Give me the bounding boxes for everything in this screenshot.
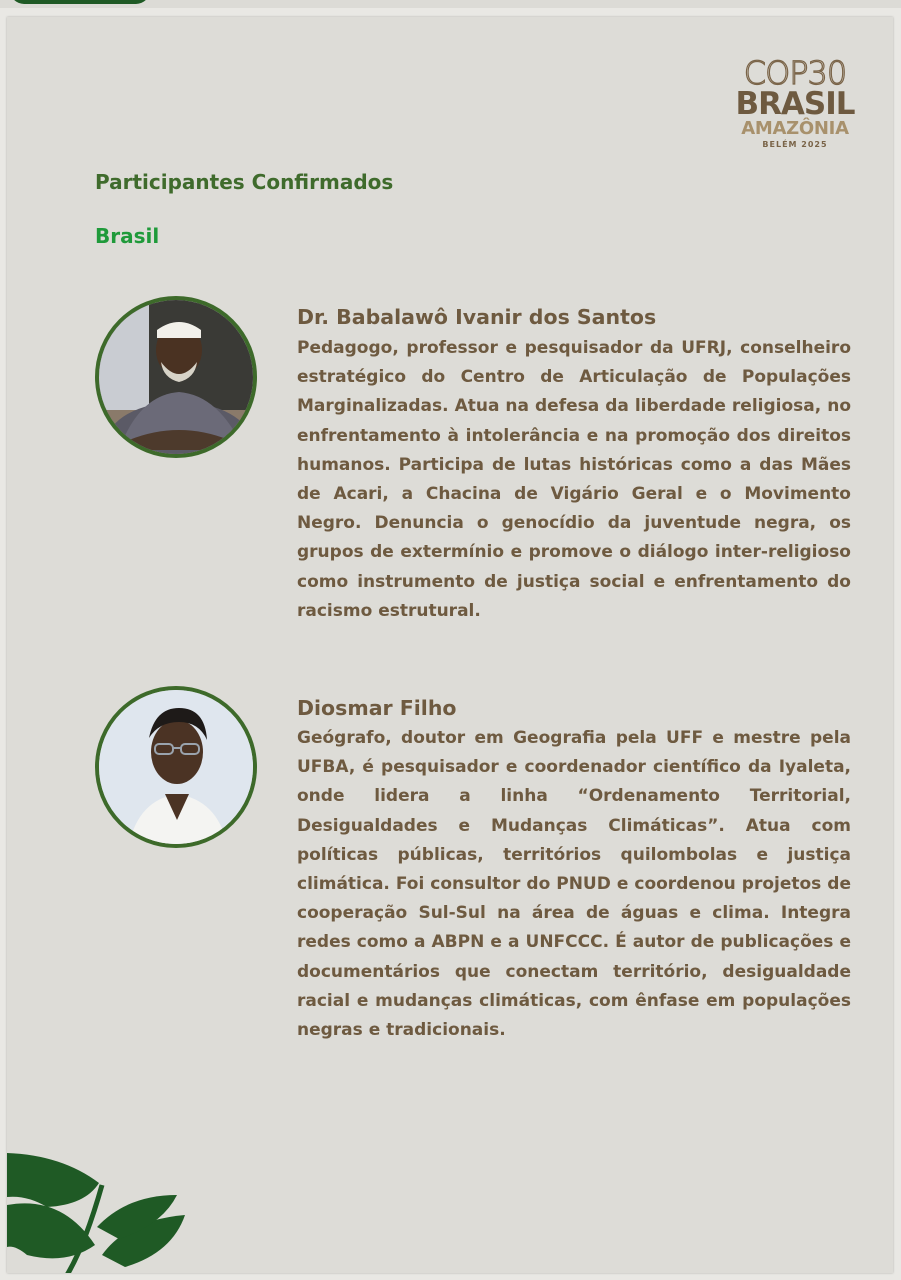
logo-line-belem: BELÉM 2025 (762, 140, 828, 149)
country-subheading: Brasil (95, 224, 160, 248)
logo-line-cop30: COP30 (743, 54, 847, 92)
leaf-tip-decoration (10, 0, 150, 4)
section-heading: Participantes Confirmados (95, 170, 394, 194)
participant-2-avatar (95, 686, 257, 848)
portrait-photo-icon (99, 690, 253, 844)
cop30-logo (725, 54, 865, 151)
logo-line-amazonia: AMAZÔNIA (741, 118, 849, 139)
leaf-decoration-icon (7, 1135, 197, 1273)
participant-1-avatar (95, 296, 257, 458)
previous-page-edge (0, 0, 901, 8)
portrait-photo-icon (99, 300, 253, 454)
participant-2-bio: Geógrafo, doutor em Geografia pela UFF e mestre pela UFBA, é pesquisador e coordenador científico da Iyaleta, onde lidera a linha “Ordenamento Territorial, Desigualdades e Mudanças Climáticas”. Atua com políticas públicas, territórios quilombolas e justiça climática. Foi consultor do PNUD e coordenou projetos de cooperação Sul-Sul na área de águas e clima. Integra redes como a ABPN e a UNFCCC. É autor de publicações e documentários que conectam território, desigualdade racial e mudanças climáticas, com ênfase em populações negras e tradicionais. (297, 728, 851, 1041)
participant-1-name: Dr. Babalawô Ivanir dos Santos (297, 305, 657, 329)
document-page (7, 17, 893, 1273)
participant-1-bio: Pedagogo, professor e pesquisador da UFRJ, conselheiro estratégico do Centro de Articulação de Populações Marginalizadas. Atua na defesa da liberdade religiosa, no enfrentamento à intolerância e na promoção dos direitos humanos. Participa de lutas históricas como a das Mães de Acari, a Chacina de Vigário Geral e o Movimento Negro. Denuncia o genocídio da juventude negra, os grupos de extermínio e promove o diálogo inter-religioso como instrumento de justiça social e enfrentamento do racismo estrutural. (297, 338, 851, 621)
participant-2-name: Diosmar Filho (297, 696, 457, 720)
logo-line-brasil: BRASIL (735, 86, 855, 122)
